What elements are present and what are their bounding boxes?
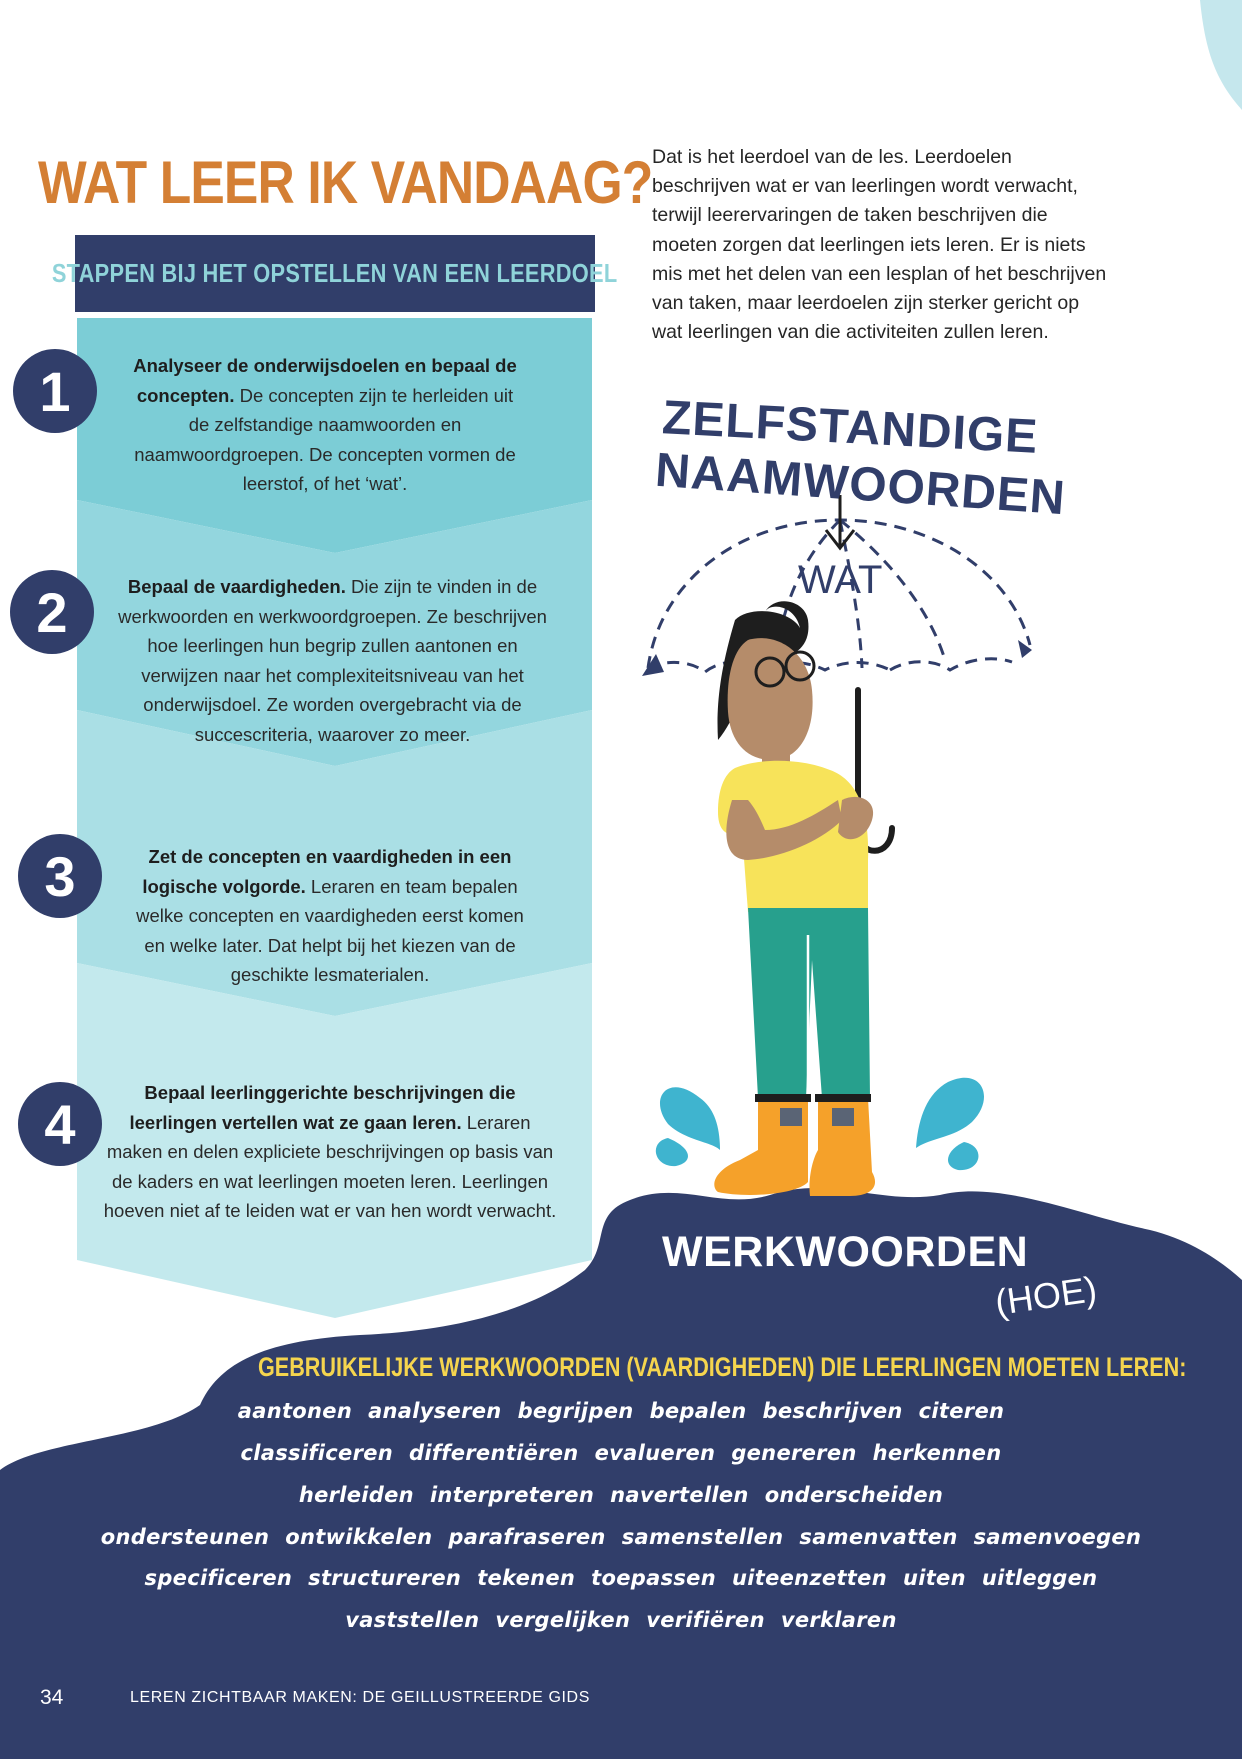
step-number-2: 2 xyxy=(10,570,94,654)
verb-line-4 xyxy=(0,1525,1242,1549)
footer-title: LEREN ZICHTBAAR MAKEN: DE GEILLUSTREERDE GIDS xyxy=(130,1689,590,1706)
steps-header xyxy=(52,235,618,312)
umbrella-arrows xyxy=(642,640,1032,676)
steps-header-text: STAPPEN BIJ HET OPSTELLEN VAN EEN LEERDOEL xyxy=(52,258,618,288)
verb: aantonen xyxy=(237,1399,353,1423)
verb: uiten xyxy=(902,1566,966,1590)
verb: samenstellen xyxy=(621,1525,784,1549)
verb: samenvoegen xyxy=(973,1525,1142,1549)
verb-line-5 xyxy=(0,1566,1242,1590)
verb: bepalen xyxy=(649,1399,747,1423)
verb: toepassen xyxy=(591,1566,716,1590)
verb: herkennen xyxy=(872,1441,1002,1465)
label-wat: WAT xyxy=(798,558,883,602)
verb: tekenen xyxy=(477,1566,576,1590)
intro-paragraph: Dat is het leerdoel van de les. Leerdoelen beschrijven wat er van leerlingen wordt verwacht, terwijl leerervaringen de taken beschrijven die moeten zorgen dat leerlingen iets leren. Er is niets mis met het delen van een lesplan of het beschrijven van taken, maar leerdoelen zijn sterker gericht op wat leerlingen van die activiteiten zullen leren. xyxy=(652,146,1107,344)
step-3-body: Leraren en team bepalen welke concepten en vaardigheden eerst komen en welke later. Dat helpt bij het kiezen van de geschikte lesmaterialen. xyxy=(136,875,524,985)
verb-line-1 xyxy=(0,1399,1242,1423)
verb-line-6 xyxy=(0,1608,1242,1632)
verb: begrijpen xyxy=(517,1399,634,1423)
step-4-bold: Bepaal leerlinggerichte beschrijvingen die leerlingen vertellen wat ze gaan leren. xyxy=(129,1082,516,1133)
verb: vergelijken xyxy=(495,1608,631,1632)
label-naamwoorden: NAAMWOORDEN xyxy=(653,443,1068,526)
verb: ontwikkelen xyxy=(285,1525,433,1549)
step-number-1: 1 xyxy=(13,349,97,433)
verb: classificeren xyxy=(240,1441,394,1465)
water-splash-left xyxy=(656,1087,720,1166)
step-2-body: Die zijn te vinden in de werkwoorden en werkwoordgroepen. Ze beschrijven hoe leerlingen hun begrip zullen aantonen en verwijzen naar het complexiteitsniveau van het onderwijsdoel. Ze worden overgebracht via de succescriteria, waarover zo meer. xyxy=(118,576,547,745)
verb: verklaren xyxy=(780,1608,897,1632)
step-text-1 xyxy=(125,351,525,499)
verb: beschrijven xyxy=(762,1399,903,1423)
label-hoe: (HOE) xyxy=(992,1268,1100,1323)
verb: parafraseren xyxy=(448,1525,606,1549)
verb: evalueren xyxy=(594,1441,716,1465)
corner-wave xyxy=(1200,0,1242,110)
verb-line-3 xyxy=(0,1483,1242,1507)
person-face xyxy=(728,638,813,760)
step-3-bold: Zet de concepten en vaardigheden in een logische volgorde. xyxy=(142,846,512,897)
verbs-heading: GEBRUIKELIJKE WERKWOORDEN (VAARDIGHEDEN) DIE LEERLINGEN MOETEN LEREN: xyxy=(258,1352,1187,1382)
step-text-4 xyxy=(100,1078,560,1226)
verb: interpreteren xyxy=(429,1483,595,1507)
verb-line-2 xyxy=(0,1441,1242,1465)
verb: samenvatten xyxy=(799,1525,958,1549)
step-text-2 xyxy=(115,572,550,749)
verb: specificeren xyxy=(144,1566,293,1590)
verb: structureren xyxy=(308,1566,462,1590)
person-hand xyxy=(838,797,873,839)
label-werkwoorden: WERKWOORDEN xyxy=(662,1228,1029,1276)
step-1-body: De concepten zijn te herleiden uit de zelfstandige naamwoorden en naamwoordgroepen. De concepten vormen de leerstof, of het ‘wat’. xyxy=(134,384,516,494)
verb: genereren xyxy=(731,1441,857,1465)
verb: herleiden xyxy=(298,1483,414,1507)
verb: citeren xyxy=(918,1399,1005,1423)
verb: uitleggen xyxy=(981,1566,1098,1590)
verb: uiteenzetten xyxy=(731,1566,887,1590)
step-number-4: 4 xyxy=(18,1082,102,1166)
page-number: 34 xyxy=(40,1686,64,1709)
step-2-bold: Bepaal de vaardigheden. xyxy=(127,576,346,597)
verb: vaststellen xyxy=(345,1608,480,1632)
verb: onderscheiden xyxy=(764,1483,944,1507)
verb: ondersteunen xyxy=(100,1525,270,1549)
verb: analyseren xyxy=(368,1399,502,1423)
water-splash-right xyxy=(916,1078,984,1170)
label-zelfstandige: ZELFSTANDIGE xyxy=(660,391,1040,464)
step-4-body: Leraren maken en delen expliciete beschrijvingen op basis van de kaders en wat leerlingen moeten leren. Leerlingen hoeven niet af te leiden wat er van hen wordt verwacht. xyxy=(103,1111,557,1221)
step-1-bold: Analyseer de onderwijsdoelen en bepaal de concepten. xyxy=(133,355,517,406)
verb: verifiëren xyxy=(646,1608,765,1632)
step-text-3 xyxy=(125,842,535,990)
verb: navertellen xyxy=(610,1483,749,1507)
page-title: WAT LEER IK VANDAAG? xyxy=(38,149,653,216)
step-number-3: 3 xyxy=(18,834,102,918)
verb: differentiëren xyxy=(409,1441,579,1465)
